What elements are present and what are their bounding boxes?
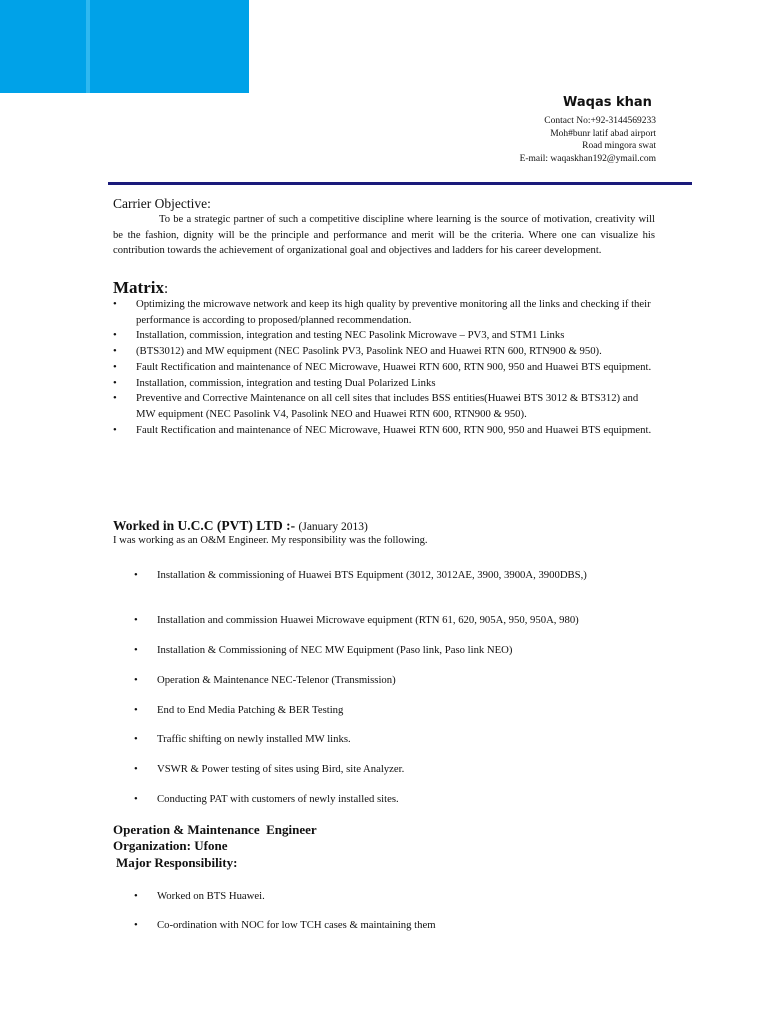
- bullet-icon: •: [113, 392, 117, 405]
- list-item-text: Co-ordination with NOC for low TCH cases & maintaining them: [157, 919, 436, 931]
- objective-paragraph: [113, 212, 655, 259]
- bullet-icon: •: [113, 360, 117, 373]
- list-item-text: Installation and commission Huawei Microwave equipment (RTN 61, 620, 905A, 950, 950A, 980): [157, 614, 579, 626]
- bullet-icon: •: [134, 793, 138, 805]
- list-item: [134, 792, 656, 808]
- matrix-title: Matrix: [113, 278, 164, 297]
- list-item-text: Installation & Commissioning of NEC MW Equipment (Paso link, Paso link NEO): [157, 644, 513, 656]
- list-item-text: Traffic shifting on newly installed MW links.: [157, 733, 351, 745]
- list-item-text: Installation, commission, integration and testing Dual Polarized Links: [136, 376, 436, 389]
- list-item-text: Conducting PAT with customers of newly installed sites.: [157, 793, 399, 805]
- matrix-heading: [113, 278, 168, 298]
- bullet-icon: •: [113, 329, 117, 342]
- ufone-responsibility-heading: Major Responsibility:: [116, 855, 238, 870]
- list-item: [134, 673, 656, 689]
- bullet-icon: •: [134, 763, 138, 775]
- list-item-text: Installation, commission, integration and testing NEC Pasolink Microwave – PV3, and STM1 Links: [136, 329, 565, 342]
- list-item: [134, 568, 656, 584]
- list-item-text: (BTS3012) and MW equipment (NEC Pasolink PV3, Pasolink NEO and Huawei RTN 600, RTN900 & 950).: [136, 345, 602, 358]
- ufone-role-heading: Operation & Maintenance Engineer: [113, 822, 317, 837]
- list-item: [134, 643, 656, 659]
- ufone-list: [134, 918, 656, 934]
- contact-phone: Contact No:+92-3144569233: [544, 116, 656, 126]
- bullet-icon: •: [134, 733, 138, 745]
- ucc-list: [134, 792, 656, 808]
- ucc-title: Worked in U.C.C (PVT) LTD :-: [113, 518, 296, 533]
- matrix-colon: :: [163, 281, 169, 297]
- bullet-icon: •: [113, 376, 117, 389]
- list-item-text: VSWR & Power testing of sites using Bird, site Analyzer.: [157, 763, 405, 775]
- list-item: [134, 889, 656, 905]
- list-item: [134, 732, 656, 748]
- objective-heading: Carrier Objective:: [113, 196, 211, 211]
- ucc-list: [134, 732, 656, 748]
- bullet-icon: •: [134, 890, 138, 902]
- header-divider: [108, 182, 692, 185]
- list-item: [113, 391, 658, 422]
- bullet-icon: •: [113, 298, 117, 310]
- list-item-text: End to End Media Patching & BER Testing: [157, 704, 344, 716]
- objective-text: To be a strategic partner of such a competitive discipline where learning is the source of motivation, creativity will be the fashion, dignity will be the principle and performance and merit will be the criteria. Where one can visualize his contribution towards the achievement of organizational goal and objectives and ladders for his career development.: [113, 214, 655, 257]
- bullet-icon: •: [113, 345, 117, 358]
- list-item: [113, 360, 658, 376]
- ucc-list: [134, 568, 656, 584]
- list-item: [113, 376, 658, 392]
- list-item-text: Worked on BTS Huawei.: [157, 890, 265, 902]
- ucc-heading: [113, 518, 368, 534]
- bullet-icon: •: [134, 704, 138, 716]
- contact-block: [520, 115, 656, 165]
- header-blue-block: [0, 0, 249, 93]
- ufone-organization: Organization: Ufone: [113, 838, 228, 853]
- list-item: [113, 328, 658, 344]
- list-item-text: Fault Rectification and maintenance of NEC Microwave, Huawei RTN 600, RTN 900, 950 and Huawei BTS equipment.: [136, 360, 652, 373]
- list-item: [113, 297, 658, 328]
- list-item-text: Installation & commissioning of Huawei BTS Equipment (3012, 3012AE, 3900, 3900A, 3900DBS,): [157, 569, 587, 581]
- bullet-icon: •: [134, 614, 138, 626]
- bullet-icon: •: [113, 423, 117, 436]
- ufone-list: [134, 889, 656, 905]
- contact-address-line-1: Moh#bunr latif abad airport: [550, 128, 656, 139]
- list-item-text: Optimizing the microwave network and keep its high quality by preventive monitoring all the links and checking if their performance is according to proposed/planned recommendation.: [136, 298, 651, 326]
- list-item: [113, 423, 658, 439]
- header-blue-stripe: [86, 0, 90, 93]
- list-item: [134, 918, 656, 934]
- list-item-text: Preventive and Corrective Maintenance on all cell sites that includes BSS entities(Huawei BTS 3012 & BTS312) and MW equipment (NEC Pasolink V4, Pasolink NEO and Huawei RTN 600, RTN900 & 950).: [136, 392, 639, 420]
- bullet-icon: •: [134, 674, 138, 686]
- list-item-text: Fault Rectification and maintenance of NEC Microwave, Huawei RTN 600, RTN 900, 950 and Huawei BTS equipment.: [136, 423, 652, 436]
- ucc-list: [134, 703, 656, 719]
- ucc-date: (January 2013): [298, 521, 368, 533]
- candidate-name: Waqas khan: [563, 95, 652, 110]
- ucc-list: [134, 613, 656, 629]
- bullet-icon: •: [134, 919, 138, 931]
- bullet-icon: •: [134, 644, 138, 656]
- ucc-list: [134, 643, 656, 659]
- matrix-list: [113, 297, 658, 438]
- list-item: [134, 762, 656, 778]
- ucc-list: [134, 762, 656, 778]
- bullet-icon: •: [134, 569, 138, 581]
- list-item-text: Operation & Maintenance NEC-Telenor (Transmission): [157, 674, 396, 686]
- contact-address-line-2: Road mingora swat: [582, 141, 656, 152]
- contact-email: E-mail: waqaskhan192@ymail.com: [519, 153, 656, 164]
- list-item: [113, 344, 658, 360]
- list-item: [134, 613, 656, 629]
- ucc-intro: I was working as an O&M Engineer. My responsibility was the following.: [113, 535, 428, 546]
- list-item: [134, 703, 656, 719]
- ucc-list: [134, 673, 656, 689]
